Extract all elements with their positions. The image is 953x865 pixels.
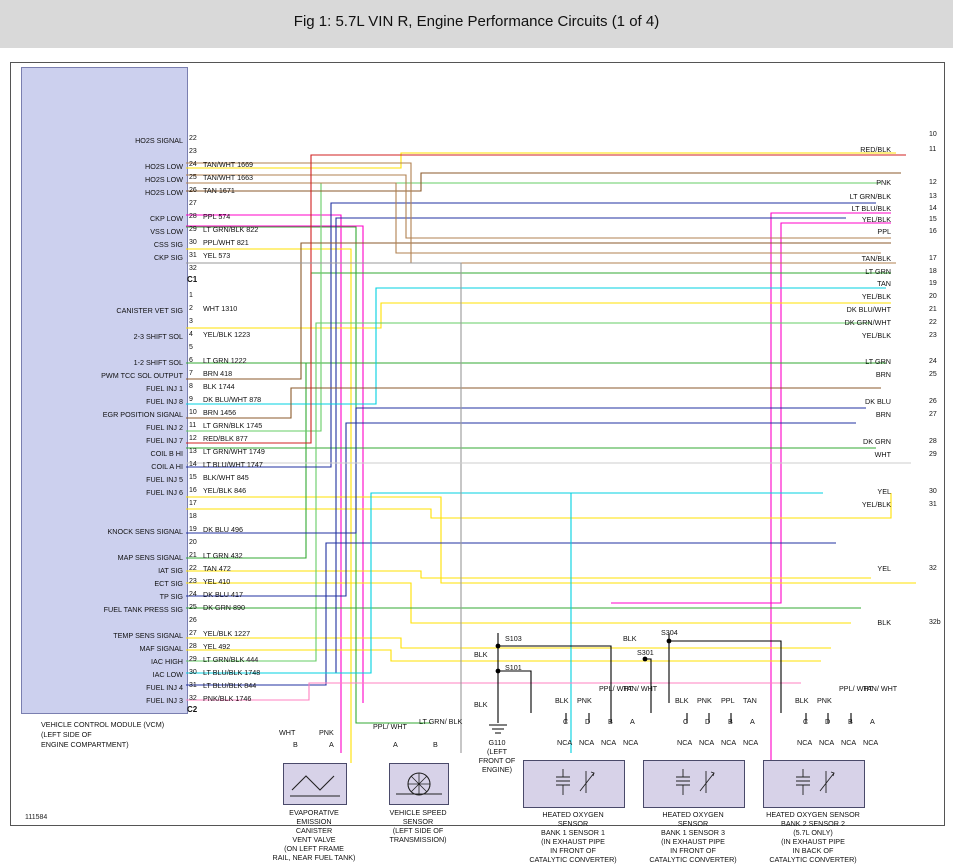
right-row-label-14: LT GRN <box>865 357 891 366</box>
right-row-label-7: TAN/BLK <box>861 254 891 263</box>
page-header <box>0 0 953 48</box>
vss-caption-3: TRANSMISSION) <box>389 835 447 844</box>
right-row-pin-7: 17 <box>929 255 937 262</box>
c1-row-label-6: CKP LOW <box>149 214 183 223</box>
right-row-pin-20: 30 <box>929 488 937 495</box>
right-row-label-22: YEL <box>877 564 891 573</box>
ho2s-b1s1-nca-2: NCA <box>601 738 617 747</box>
right-row-label-23: BLK <box>877 618 891 627</box>
c2-row-pin-30: 31 <box>189 682 197 689</box>
c2-row-label-30: FUEL INJ 4 <box>146 683 183 692</box>
c2-row-pin-29: 30 <box>189 669 197 676</box>
c2-row-wire-30: LT BLU/BLK 844 <box>203 681 257 690</box>
c2-row-wire-31: PNK/BLK 1746 <box>203 694 252 703</box>
ho2s-b2s2-caption-5: CATALYTIC CONVERTER) <box>769 855 857 864</box>
c2-row-label-5: 1-2 SHIFT SOL <box>133 358 183 367</box>
c2-row-pin-7: 8 <box>189 383 193 390</box>
c2-row-pin-22: 23 <box>189 578 197 585</box>
right-row-label-11: DK BLU/WHT <box>846 305 891 314</box>
right-row-pin-17: 27 <box>929 411 937 418</box>
c1-row-wire-3: TAN/WHT 1663 <box>203 173 254 182</box>
c2-row-label-1: CANISTER VET SIG <box>116 306 183 315</box>
evap-caption-3: VENT VALVE <box>292 835 336 844</box>
ho2s-b1s3-caption-4: IN FRONT OF <box>670 846 716 855</box>
c2-row-pin-28: 29 <box>189 656 197 663</box>
vcm-caption-note2: ENGINE COMPARTMENT) <box>41 740 129 749</box>
ho2s-b1s1-wire-0: BLK <box>555 696 569 705</box>
vss-wire-2: LT GRN/ BLK <box>419 717 463 726</box>
evap-terminal-a: A <box>329 740 334 749</box>
c2-row-label-18: KNOCK SENS SIGNAL <box>107 527 183 536</box>
c2-row-pin-9: 10 <box>189 409 197 416</box>
ho2s-b1s3-caption-0: HEATED OXYGEN <box>662 810 724 819</box>
evap-caption-2: CANISTER <box>295 826 333 835</box>
right-row-label-15: BRN <box>875 370 891 379</box>
right-row-pin-13: 23 <box>929 332 937 339</box>
right-row-label-18: DK GRN <box>863 437 891 446</box>
evap-wire-pnk: PNK <box>319 728 334 737</box>
right-row-label-6: PPL <box>877 227 891 236</box>
ho2s-b2s2-caption-1: BANK 2 SENSOR 2 <box>781 819 845 828</box>
vss-terminal-a: A <box>393 740 398 749</box>
c2-row-wire-11: RED/BLK 877 <box>203 434 248 443</box>
c2-row-pin-2: 3 <box>189 318 193 325</box>
c1-row-wire-2: TAN/WHT 1669 <box>203 160 254 169</box>
ho2s-b2s2-caption-3: (IN EXHAUST PIPE <box>781 837 845 846</box>
c2-row-wire-24: DK GRN 890 <box>203 603 245 612</box>
right-row-label-1: RED/BLK <box>860 145 891 154</box>
c2-row-wire-7: BLK 1744 <box>203 382 235 391</box>
c2-row-wire-18: DK BLU 496 <box>203 525 243 534</box>
ground-label-note2: FRONT OF <box>478 756 516 765</box>
c2-row-label-26: TEMP SENS SIGNAL <box>113 631 183 640</box>
ho2s-b1s1-terminal-d: D <box>585 717 591 726</box>
c2-row-label-7: FUEL INJ 1 <box>146 384 183 393</box>
ho2s-b2s2-wire-3: TAN/ WHT <box>863 684 898 693</box>
evap-wire-wht: WHT <box>279 728 296 737</box>
right-row-label-20: YEL <box>877 487 891 496</box>
ho2s-b2s2-caption-2: (5.7L ONLY) <box>793 828 833 837</box>
right-row-pin-0: 10 <box>929 131 937 138</box>
ho2s-b1s3-wire-1: PNK <box>697 696 712 705</box>
evap-canister-vent-valve-symbol <box>283 763 347 805</box>
connector-id-c2: C2 <box>187 705 198 714</box>
c2-row-pin-5: 6 <box>189 357 193 364</box>
c2-row-pin-3: 4 <box>189 331 193 338</box>
c1-row-label-3: HO2S LOW <box>145 175 183 184</box>
vehicle-speed-sensor-symbol <box>389 763 449 805</box>
c1-row-wire-9: YEL 573 <box>203 251 231 260</box>
ho2s-b1s1-caption-3: (IN EXHAUST PIPE <box>541 837 605 846</box>
c2-row-pin-12: 13 <box>189 448 197 455</box>
ho2s-b1s3-wire-0: BLK <box>675 696 689 705</box>
ground-label-name: G110 <box>488 738 506 747</box>
c2-row-label-13: COIL A HI <box>151 462 183 471</box>
evap-terminal-b: B <box>293 740 298 749</box>
right-row-label-8: LT GRN <box>865 267 891 276</box>
c2-row-label-21: IAT SIG <box>158 566 183 575</box>
c2-row-wire-12: LT GRN/WHT 1749 <box>203 447 265 456</box>
ho2s-b2s2-terminal-b: B <box>848 717 853 726</box>
ho2s-b1s3-nca-2: NCA <box>721 738 737 747</box>
c2-row-wire-20: LT GRN 432 <box>203 551 243 560</box>
right-row-label-4: LT BLU/BLK <box>851 204 891 213</box>
right-row-pin-14: 24 <box>929 358 937 365</box>
c2-row-pin-17: 18 <box>189 513 197 520</box>
ho2s-b1s3-terminal-a: A <box>750 717 755 726</box>
ho2s-b1s1-terminal-c: C <box>563 717 569 726</box>
ho2s-b1s3-nca-0: NCA <box>677 738 693 747</box>
c1-row-label-2: HO2S LOW <box>145 162 183 171</box>
c2-row-pin-16: 17 <box>189 500 197 507</box>
ho2s-b1s1-terminal-b: B <box>608 717 613 726</box>
right-row-label-2: PNK <box>876 178 891 187</box>
ho2s-b1s3-terminal-c: C <box>683 717 689 726</box>
c2-row-wire-28: LT GRN/BLK 444 <box>203 655 259 664</box>
c1-row-pin-7: 29 <box>189 226 197 233</box>
c2-row-pin-20: 21 <box>189 552 197 559</box>
vss-caption-0: VEHICLE SPEED <box>389 808 447 817</box>
ho2s-b1s3-nca-1: NCA <box>699 738 715 747</box>
right-row-label-3: LT GRN/BLK <box>849 192 891 201</box>
c2-row-wire-10: LT GRN/BLK 1745 <box>203 421 263 430</box>
c2-row-wire-13: LT BLU/WHT 1747 <box>203 460 263 469</box>
c2-row-wire-8: DK BLU/WHT 878 <box>203 395 262 404</box>
c2-row-label-23: TP SIG <box>159 592 183 601</box>
c2-row-label-9: EGR POSITION SIGNAL <box>102 410 183 419</box>
c1-row-pin-8: 30 <box>189 239 197 246</box>
c2-row-label-12: COIL B HI <box>150 449 183 458</box>
ho2s-b2s2-terminal-a: A <box>870 717 875 726</box>
ho2s-b2s2-terminal-d: D <box>825 717 831 726</box>
ho2s-b1s1-nca-1: NCA <box>579 738 595 747</box>
c2-row-label-31: FUEL INJ 3 <box>146 696 183 705</box>
c2-row-wire-26: YEL/BLK 1227 <box>203 629 251 638</box>
c1-row-pin-6: 28 <box>189 213 197 220</box>
c1-row-pin-5: 27 <box>189 200 197 207</box>
right-row-pin-8: 18 <box>929 268 937 275</box>
wiring-diagram <box>10 62 945 864</box>
c2-row-pin-11: 12 <box>189 435 197 442</box>
ho2s-b1s3-symbol <box>643 760 745 808</box>
c1-row-pin-9: 31 <box>189 252 197 259</box>
c2-row-wire-1: WHT 1310 <box>203 304 238 313</box>
c2-row-wire-29: LT BLU/BLK 1748 <box>203 668 261 677</box>
c1-row-pin-2: 24 <box>189 161 197 168</box>
evap-caption-5: RAIL, NEAR FUEL TANK) <box>272 853 356 862</box>
c2-row-pin-4: 5 <box>189 344 193 351</box>
c2-row-pin-13: 14 <box>189 461 197 468</box>
right-row-label-13: YEL/BLK <box>861 331 891 340</box>
right-row-label-21: YEL/BLK <box>861 500 891 509</box>
c2-row-pin-31: 32 <box>189 695 197 702</box>
ho2s-b2s2-wire-0: BLK <box>795 696 809 705</box>
c1-row-wire-4: TAN 1671 <box>203 186 235 195</box>
c1-row-label-7: VSS LOW <box>150 227 183 236</box>
ho2s-b1s3-wire-2: PPL <box>721 696 735 705</box>
right-row-pin-19: 29 <box>929 451 937 458</box>
ground-label-note1: (LEFT <box>487 747 507 756</box>
c1-row-label-4: HO2S LOW <box>145 188 183 197</box>
c2-row-label-14: FUEL INJ 5 <box>146 475 183 484</box>
right-row-pin-1: 11 <box>929 146 937 153</box>
ho2s-b1s3-caption-5: CATALYTIC CONVERTER) <box>649 855 737 864</box>
c2-row-pin-1: 2 <box>189 305 193 312</box>
right-row-pin-23: 32b <box>929 619 941 626</box>
right-row-label-10: YEL/BLK <box>861 292 891 301</box>
ho2s-b1s1-terminal-a: A <box>630 717 635 726</box>
ho2s-b1s1-caption-2: BANK 1 SENSOR 1 <box>541 828 605 837</box>
c1-row-pin-1: 23 <box>189 148 197 155</box>
c1-row-pin-4: 26 <box>189 187 197 194</box>
right-row-pin-12: 22 <box>929 319 937 326</box>
c2-row-label-27: MAF SIGNAL <box>139 644 183 653</box>
c2-row-wire-27: YEL 492 <box>203 642 231 651</box>
c2-row-pin-19: 20 <box>189 539 197 546</box>
c2-row-pin-23: 24 <box>189 591 197 598</box>
c2-row-pin-24: 25 <box>189 604 197 611</box>
c2-row-pin-26: 27 <box>189 630 197 637</box>
right-row-pin-22: 32 <box>929 565 937 572</box>
ho2s-b2s2-nca-2: NCA <box>841 738 857 747</box>
c2-row-label-3: 2-3 SHIFT SOL <box>133 332 183 341</box>
c1-row-label-0: HO2S SIGNAL <box>135 136 183 145</box>
ho2s-b1s1-caption-1: SENSOR <box>557 819 589 828</box>
splice-wire-blk-1: BLK <box>474 650 488 659</box>
right-row-label-9: TAN <box>877 279 891 288</box>
c2-row-wire-15: YEL/BLK 846 <box>203 486 247 495</box>
ground-label-note3: ENGINE) <box>482 765 512 774</box>
right-row-label-19: WHT <box>874 450 891 459</box>
ho2s-b1s3-caption-1: SENSOR <box>677 819 709 828</box>
ho2s-b2s2-nca-0: NCA <box>797 738 813 747</box>
c2-row-label-11: FUEL INJ 7 <box>146 436 183 445</box>
c1-row-pin-0: 22 <box>189 135 197 142</box>
right-row-pin-11: 21 <box>929 306 937 313</box>
connector-id-c1: C1 <box>187 275 198 284</box>
c2-row-pin-25: 26 <box>189 617 197 624</box>
c2-row-pin-21: 22 <box>189 565 197 572</box>
right-row-label-12: DK GRN/WHT <box>844 318 891 327</box>
vcm-caption-name: VEHICLE CONTROL MODULE (VCM) <box>41 720 165 729</box>
c2-row-pin-27: 28 <box>189 643 197 650</box>
ho2s-b1s1-caption-0: HEATED OXYGEN <box>542 810 604 819</box>
c2-row-label-20: MAP SENS SIGNAL <box>117 553 183 562</box>
c2-row-wire-5: LT GRN 1222 <box>203 356 247 365</box>
splice-label-s103: S103 <box>505 634 522 643</box>
c1-row-pin-3: 25 <box>189 174 197 181</box>
c1-row-wire-7: LT GRN/BLK 822 <box>203 225 259 234</box>
ho2s-b1s1-wire-1: PNK <box>577 696 592 705</box>
vcm-caption-note1: (LEFT SIDE OF <box>41 730 92 739</box>
right-row-pin-9: 19 <box>929 280 937 287</box>
ho2s-b2s2-caption-0: HEATED OXYGEN SENSOR <box>766 810 860 819</box>
right-row-pin-15: 25 <box>929 371 937 378</box>
ho2s-b1s3-terminal-b: B <box>728 717 733 726</box>
ho2s-b2s2-symbol <box>763 760 865 808</box>
ho2s-b1s3-caption-2: BANK 1 SENSOR 3 <box>661 828 725 837</box>
splice-label-s301: S301 <box>637 648 654 657</box>
ho2s-b1s3-terminal-d: D <box>705 717 711 726</box>
c2-row-pin-18: 19 <box>189 526 197 533</box>
c2-row-wire-23: DK BLU 417 <box>203 590 243 599</box>
c2-row-label-15: FUEL INJ 6 <box>146 488 183 497</box>
c2-row-pin-10: 11 <box>189 422 197 429</box>
splice-wire-blk-3: BLK <box>623 634 637 643</box>
evap-caption-1: EMISSION <box>296 817 332 826</box>
evap-caption-0: EVAPORATIVE <box>289 808 339 817</box>
c2-row-wire-21: TAN 472 <box>203 564 231 573</box>
ho2s-b1s1-wire-3a: TAN/ WHT <box>623 684 658 693</box>
ho2s-b2s2-nca-1: NCA <box>819 738 835 747</box>
evap-caption-4: (ON LEFT FRAME <box>284 844 344 853</box>
ho2s-b1s1-nca-0: NCA <box>557 738 573 747</box>
right-row-pin-16: 26 <box>929 398 937 405</box>
splice-label-s304: S304 <box>661 628 678 637</box>
c2-row-pin-8: 9 <box>189 396 193 403</box>
c2-row-pin-15: 16 <box>189 487 197 494</box>
c1-row-pin-10: 32 <box>189 265 197 272</box>
right-row-label-17: BRN <box>875 410 891 419</box>
ho2s-b1s1-caption-5: CATALYTIC CONVERTER) <box>529 855 617 864</box>
c2-row-wire-22: YEL 410 <box>203 577 231 586</box>
c2-row-wire-6: BRN 418 <box>203 369 233 378</box>
c2-row-wire-9: BRN 1456 <box>203 408 237 417</box>
c1-row-label-9: CKP SIG <box>153 253 183 262</box>
c2-row-pin-0: 1 <box>189 292 193 299</box>
page-title: Fig 1: 5.7L VIN R, Engine Performance Circuits (1 of 4) <box>293 13 660 30</box>
right-row-pin-5: 15 <box>929 216 937 223</box>
ho2s-b2s2-nca-3: NCA <box>863 738 879 747</box>
drawing-code: 111584 <box>25 814 48 821</box>
right-row-pin-6: 16 <box>929 228 937 235</box>
ho2s-b1s1-symbol <box>523 760 625 808</box>
ho2s-b1s3-wire-3: TAN <box>743 696 757 705</box>
splice-label-s101: S101 <box>505 663 522 672</box>
ho2s-b2s2-terminal-c: C <box>803 717 809 726</box>
right-row-pin-4: 14 <box>929 205 937 212</box>
c2-row-label-24: FUEL TANK PRESS SIG <box>103 605 183 614</box>
right-row-pin-10: 20 <box>929 293 937 300</box>
c2-row-label-29: IAC LOW <box>152 670 183 679</box>
ho2s-b2s2-caption-4: IN BACK OF <box>792 846 834 855</box>
vss-terminal-b: B <box>433 740 438 749</box>
c1-row-wire-6: PPL 574 <box>203 212 231 221</box>
c2-row-label-22: ECT SIG <box>154 579 183 588</box>
right-row-pin-21: 31 <box>929 501 937 508</box>
vss-wire-1: PPL/ WHT <box>373 722 407 731</box>
ho2s-b1s1-wire-2a: PPL/ WHT <box>599 684 633 693</box>
c1-row-label-8: CSS SIG <box>153 240 183 249</box>
ho2s-b1s3-caption-3: (IN EXHAUST PIPE <box>661 837 725 846</box>
right-row-pin-2: 12 <box>929 179 937 186</box>
ho2s-b1s1-nca-3: NCA <box>623 738 639 747</box>
ho2s-b1s1-caption-4: IN FRONT OF <box>550 846 596 855</box>
right-row-label-16: DK BLU <box>865 397 891 406</box>
c2-row-label-6: PWM TCC SOL OUTPUT <box>101 371 183 380</box>
splice-wire-blk-2: BLK <box>474 700 488 709</box>
c2-row-label-28: IAC HIGH <box>151 657 183 666</box>
c2-row-wire-14: BLK/WHT 845 <box>203 473 249 482</box>
right-row-label-5: YEL/BLK <box>861 215 891 224</box>
c2-row-pin-6: 7 <box>189 370 193 377</box>
ho2s-b1s3-nca-3: NCA <box>743 738 759 747</box>
c1-row-wire-8: PPL/WHT 821 <box>203 238 249 247</box>
c2-row-pin-14: 15 <box>189 474 197 481</box>
right-row-pin-3: 13 <box>929 193 937 200</box>
ho2s-b2s2-wire-1: PNK <box>817 696 832 705</box>
vss-caption-2: (LEFT SIDE OF <box>392 826 444 835</box>
c2-row-label-8: FUEL INJ 8 <box>146 397 183 406</box>
ho2s-b2s2-wire-2: PPL/ WHT <box>839 684 873 693</box>
c2-row-label-10: FUEL INJ 2 <box>146 423 183 432</box>
c2-row-wire-3: YEL/BLK 1223 <box>203 330 251 339</box>
vss-caption-1: SENSOR <box>402 817 434 826</box>
right-row-pin-18: 28 <box>929 438 937 445</box>
